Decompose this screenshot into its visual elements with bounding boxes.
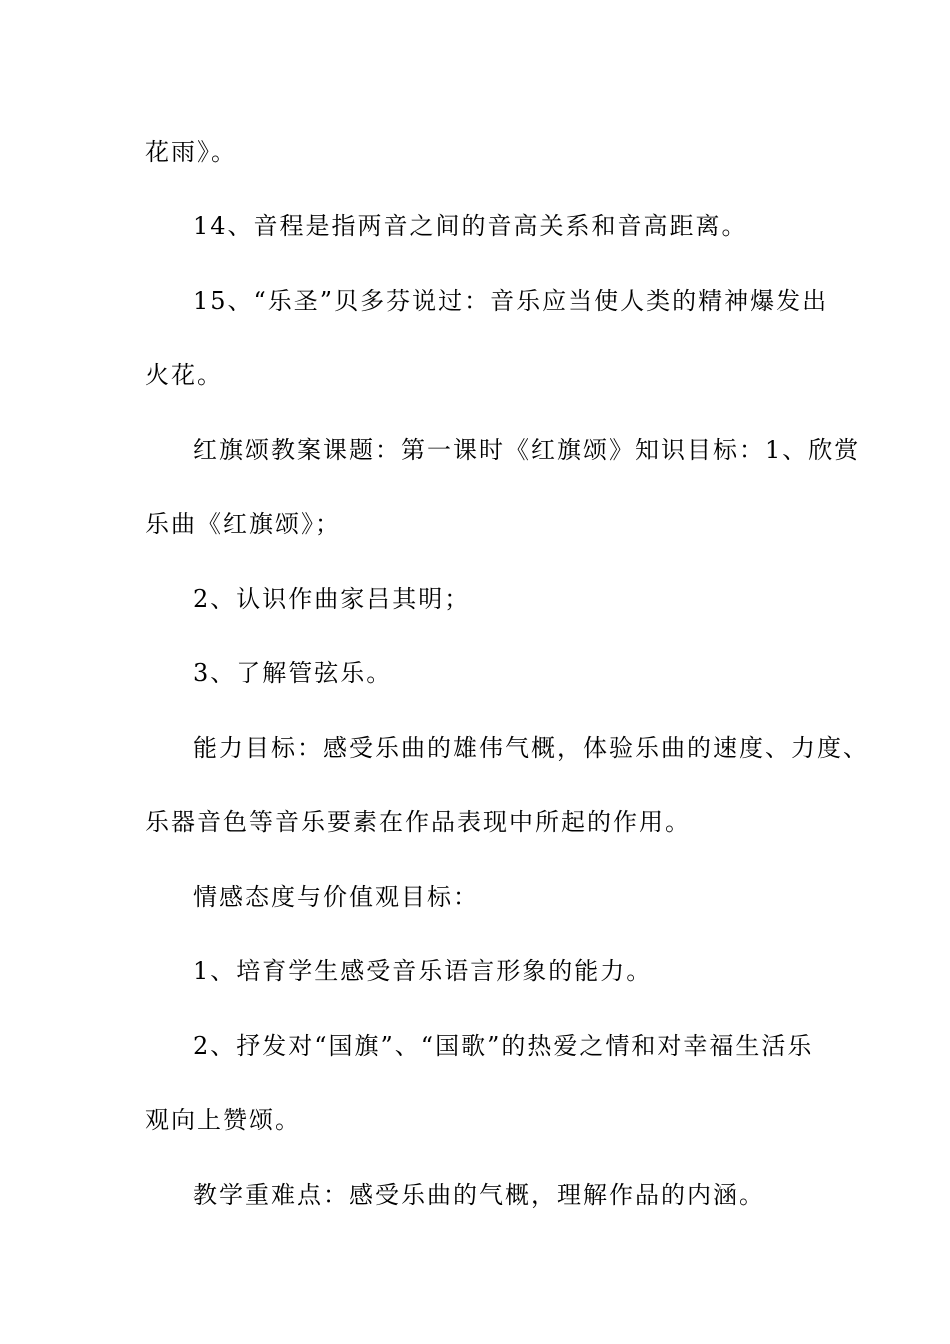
text-line: 花雨》。 xyxy=(145,138,237,166)
text-line: 2、认识作曲家吕其明； xyxy=(193,585,471,613)
text-line: 情感态度与价值观目标： xyxy=(193,883,479,911)
text-line: 能力目标：感受乐曲的雄伟气概，体验乐曲的速度、力度、 xyxy=(193,734,869,762)
text-line: 15、“乐圣”贝多芬说过：音乐应当使人类的精神爆发出 xyxy=(193,287,829,315)
text-line: 2、抒发对“国旗”、“国歌”的热爱之情和对幸福生活乐 xyxy=(193,1032,814,1060)
text-line: 3、了解管弦乐。 xyxy=(193,659,393,687)
text-line: 观向上赞颂。 xyxy=(145,1106,301,1134)
text-line: 1、培育学生感受音乐语言形象的能力。 xyxy=(193,957,653,985)
text-line: 教学重难点：感受乐曲的气概，理解作品的内涵。 xyxy=(193,1181,765,1209)
text-line: 红旗颂教案课题：第一课时《红旗颂》知识目标：1、欣赏 xyxy=(193,436,861,464)
text-line: 乐器音色等音乐要素在作品表现中所起的作用。 xyxy=(145,808,691,836)
text-line: 乐曲《红旗颂》； xyxy=(145,510,341,538)
text-line: 14、音程是指两音之间的音高关系和音高距离。 xyxy=(193,212,748,240)
text-line: 火花。 xyxy=(145,361,223,389)
